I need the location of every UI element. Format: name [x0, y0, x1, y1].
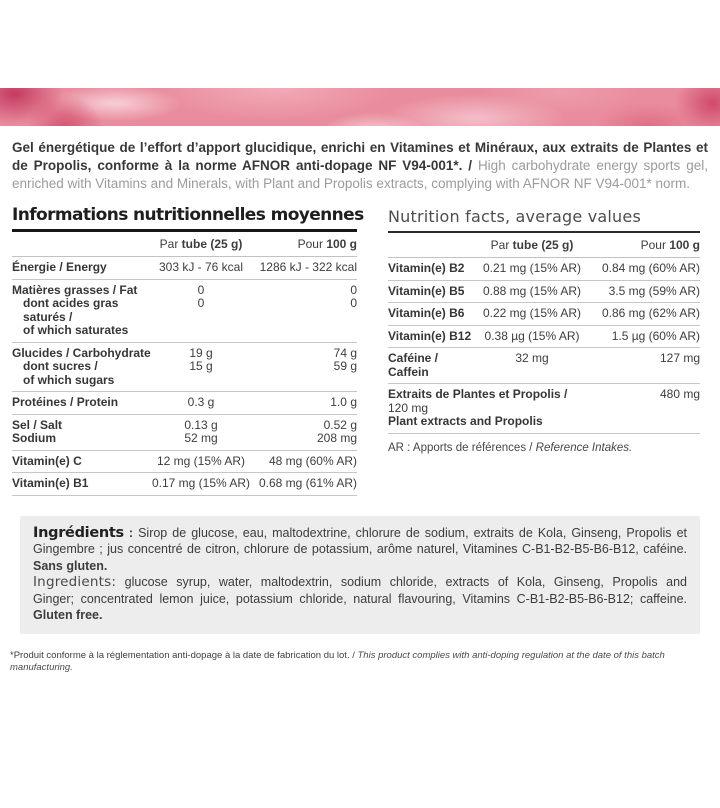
table-row-salt: [12, 415, 357, 451]
row-label-main: [388, 388, 588, 415]
value-per-tube: [151, 347, 251, 374]
value-per-tube: 120 mg: [388, 400, 429, 415]
product-label-page: [0, 88, 720, 808]
row-label: Protéines / Protein: [12, 395, 119, 409]
col-header-bold: 100 g: [669, 238, 700, 252]
value-line: 208 mg: [316, 431, 357, 445]
ingredients-colon: :: [123, 525, 139, 540]
col-header-per-tube: [151, 237, 251, 251]
table-row-vitamin-b1: [12, 473, 357, 496]
ingredients-paragraph-en: [33, 574, 687, 624]
row-label-sub: of which saturates: [23, 323, 129, 337]
value-per-100g: 1286 kJ - 322 kcal: [259, 260, 357, 274]
col-header-prefix: Pour: [640, 238, 670, 252]
table-header-fr: [12, 232, 357, 257]
value-per-tube: [151, 284, 251, 311]
value-line: 0.52 g: [323, 417, 357, 432]
watercolor-banner: [0, 88, 720, 126]
row-label: Vitamin(e) B12: [388, 328, 472, 343]
col-header-prefix: Par: [490, 238, 513, 252]
row-label-main: Matières grasses / Fat: [12, 282, 138, 297]
intro-separator: /: [462, 158, 478, 173]
table-title-fr: Informations nutritionnelles moyennes: [12, 205, 357, 232]
nutrition-table-fr: [12, 205, 364, 496]
value-line: 0.13 g: [184, 417, 218, 432]
value-per-100g: 127 mg: [659, 351, 700, 365]
intro-paragraph: [12, 139, 708, 193]
gluten-free-en: Gluten free.: [33, 608, 103, 622]
gluten-free-fr: Sans gluten.: [33, 558, 108, 573]
nutrition-table-en: [388, 205, 700, 454]
row-label-main: Sel / Salt: [12, 417, 63, 432]
ingredients-text-fr: Sirop de glucose, eau, maltodextrine, chlorure de sodium, extraits de Kola, Ginseng, Propolis et Gingembre ; jus concentré de citron, chlorure de potassium, arôme naturel, Vitamines C-B1-B2-B5-B6-B12, caféine.: [33, 525, 688, 556]
table-row-fat: [12, 280, 357, 343]
nutrition-tables: [12, 205, 708, 496]
ar-note-en: Reference Intakes.: [535, 441, 633, 454]
col-header-bold: tube (25 g): [512, 238, 574, 252]
row-label: Vitamin(e) B1: [12, 476, 89, 490]
ingredients-box: [20, 516, 700, 634]
footnote-text-en: This product complies with anti-doping regulation at the date of this batch manufacturing.: [10, 649, 665, 673]
row-label: [12, 419, 151, 446]
value-per-tube: 12 mg (15% AR): [156, 453, 246, 468]
col-header-per-100g: [588, 238, 700, 252]
value-per-100g: 1.0 g: [330, 395, 357, 409]
value-line: 15 g: [189, 359, 213, 373]
value-line: 19 g: [189, 345, 213, 360]
ingredients-label-fr: Ingrédients: [33, 524, 124, 541]
value-per-100g: 0.84 mg (60% AR): [601, 261, 700, 275]
value-per-tube: 0.22 mg (15% AR): [482, 306, 582, 320]
table-row-vitamin-b2: [388, 258, 700, 281]
row-label-sub: dont sucres /: [23, 359, 98, 373]
value-per-100g: 1.5 µg (60% AR): [611, 328, 700, 343]
table-header-en: [388, 233, 700, 258]
value-per-100g: [251, 347, 357, 374]
row-label-main: Glucides / Carbohydrate: [12, 345, 151, 360]
row-label-sub: of which sugars: [23, 372, 115, 387]
ar-note: [388, 442, 700, 454]
row-label-fr: Extraits de Plantes et Propolis /: [388, 387, 568, 401]
value-line: 59 g: [333, 359, 357, 373]
row-label: [388, 388, 588, 429]
col-header-per-tube: [476, 238, 588, 252]
row-label: [12, 284, 151, 338]
value-per-tube: 0.38 µg (15% AR): [484, 328, 580, 343]
row-label: Caféine / Caffein: [388, 351, 439, 379]
intro-text-en: High carbohydrate energy sports gel, enriched with Vitamins and Minerals, with Plant and Propolis extracts, complying with AFNOR NF V94-001* norm.: [12, 158, 708, 191]
row-label: Vitamin(e) C: [12, 453, 82, 468]
value-line: 52 mg: [184, 431, 218, 445]
value-per-100g: 480 mg: [659, 387, 700, 401]
col-header-prefix: Par: [159, 237, 182, 251]
col-header-bold: 100 g: [326, 237, 357, 251]
anti-doping-footnote: [10, 650, 710, 674]
value-per-tube: 303 kJ - 76 kcal: [158, 260, 244, 274]
value-per-100g: 48 mg (60% AR): [268, 453, 357, 468]
row-label-sub: dont acides gras saturés /: [23, 296, 119, 324]
table-title-en: Nutrition facts, average values: [388, 205, 700, 233]
value-line: 0: [350, 296, 357, 310]
value-line: 0: [350, 282, 357, 297]
row-label: [12, 347, 151, 388]
footnote-text-fr: *Produit conforme à la réglementation anti-dopage à la date de fabrication du lot. /: [10, 649, 358, 661]
value-line: 74 g: [333, 345, 357, 360]
table-row-caffeine: [388, 348, 700, 384]
intro-text-fr: Gel énergétique de l’effort d’apport glucidique, enrichi en Vitamines et Minéraux, aux extraits de Plantes et de Propolis, conforme à la norme AFNOR anti-dopage NF V94-001*.: [12, 140, 708, 173]
value-per-100g: 0.68 mg (61% AR): [258, 476, 357, 490]
value-line: 0: [197, 296, 205, 310]
table-row-energy: [12, 257, 357, 280]
col-header-bold: tube (25 g): [181, 237, 243, 251]
table-row-plant-extracts: [388, 384, 700, 434]
table-row-vitamin-c: [12, 451, 357, 474]
value-per-tube: 0.88 mg (15% AR): [482, 283, 582, 298]
value-per-tube: 0.17 mg (15% AR): [151, 476, 251, 490]
value-per-tube: [151, 419, 251, 446]
value-per-100g: 0.86 mg (62% AR): [601, 306, 700, 320]
value-per-tube: 32 mg: [515, 351, 549, 365]
col-header-prefix: Pour: [297, 237, 327, 251]
table-row-vitamin-b12: [388, 326, 700, 349]
value-per-tube: 0.3 g: [187, 395, 215, 409]
row-label: Vitamin(e) B2: [388, 261, 465, 275]
table-row-protein: [12, 392, 357, 415]
ingredients-text-en: glucose syrup, water, maltodextrin, sodium chloride, extracts of Kola, Ginseng, Propolis and Ginger; concentrated lemon juice, potassium chloride, natural flavouring, Vitamins C-B1-B2-B5-B6-B12; caffeine.: [33, 575, 687, 606]
table-row-vitamin-b6: [388, 303, 700, 326]
value-per-100g: [251, 419, 357, 446]
table-row-carbohydrate: [12, 343, 357, 393]
value-per-tube: 0.21 mg (15% AR): [482, 261, 582, 275]
ingredients-paragraph-fr: [33, 525, 687, 575]
table-row-vitamin-b5: [388, 281, 700, 304]
row-label: Vitamin(e) B6: [388, 306, 465, 320]
value-per-100g: 3.5 mg (59% AR): [608, 283, 700, 298]
col-header-per-100g: [251, 237, 357, 251]
row-label: Vitamin(e) B5: [388, 283, 465, 298]
ar-note-fr: AR : Apports de références /: [388, 441, 536, 454]
row-label-main: Sodium: [12, 431, 56, 445]
row-label: Énergie / Energy: [12, 260, 107, 274]
row-label-en: Plant extracts and Propolis: [388, 414, 543, 428]
value-line: 0: [197, 282, 205, 297]
ingredients-label-en: Ingredients:: [33, 574, 117, 590]
value-per-100g: [251, 284, 357, 311]
